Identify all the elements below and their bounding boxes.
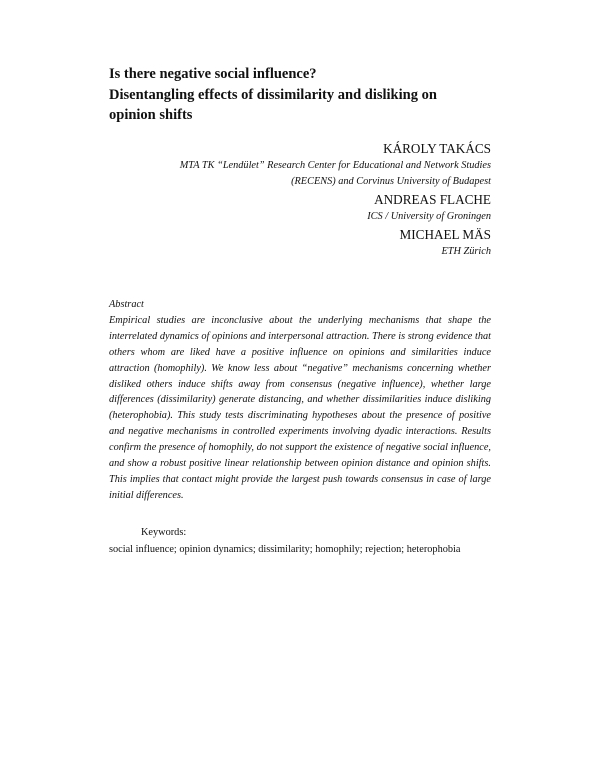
affiliation-line: ICS / University of Groningen	[367, 211, 491, 222]
abstract-section	[109, 297, 491, 504]
title-line-2: Disentangling effects of dissimilarity and disliking on	[109, 86, 437, 103]
keywords-list: social influence; opinion dynamics; dissimilarity; homophily; rejection; heterophobia	[109, 544, 461, 555]
author-affiliation-flache	[180, 209, 491, 225]
title-line-3: opinion shifts	[109, 107, 193, 123]
paper-title	[109, 64, 509, 126]
author-name-flache: ANDREAS FLACHE	[374, 192, 491, 207]
author-affiliation-mas	[180, 244, 491, 260]
title-line-1: Is there negative social influence?	[109, 66, 317, 82]
abstract-body: Empirical studies are inconclusive about the underlying mechanisms that shape the interrelated dynamics of opinions and interpersonal attraction. There is strong evidence that others whom are liked have a positive influence on opinions and similarities induce attraction (homophily). We know less about “negative” mechanisms concerning whether disliked others induce shifts away from consensus (negative influence), whether large differences (dissimilarity) generate distancing, and whether dissimilarities induce disliking (heterophobia). This study tests discriminating hypotheses about the presence of positive and negative mechanisms in controlled experiments involving dyadic interactions. Results confirm the presence of homophily, do not support the existence of negative social influence, and show a robust positive linear relationship between opinion distance and opinion shifts. This implies that contact might provide the largest push towards consensus in case of large initial differences.	[109, 314, 491, 501]
affiliation-line: (RECENS) and Corvinus University of Budapest	[291, 176, 491, 187]
affiliation-line: MTA TK “Lendület” Research Center for Educational and Network Studies	[179, 160, 491, 171]
author-name-mas: MICHAEL MÄS	[399, 227, 491, 242]
affiliation-line: ETH Zürich	[441, 246, 491, 257]
author-block	[180, 140, 491, 261]
author-name-takacs: KÁROLY TAKÁCS	[383, 141, 491, 156]
author-affiliation-takacs	[180, 158, 491, 190]
keywords-label: Keywords:	[141, 527, 187, 538]
abstract-heading: Abstract	[109, 299, 144, 310]
